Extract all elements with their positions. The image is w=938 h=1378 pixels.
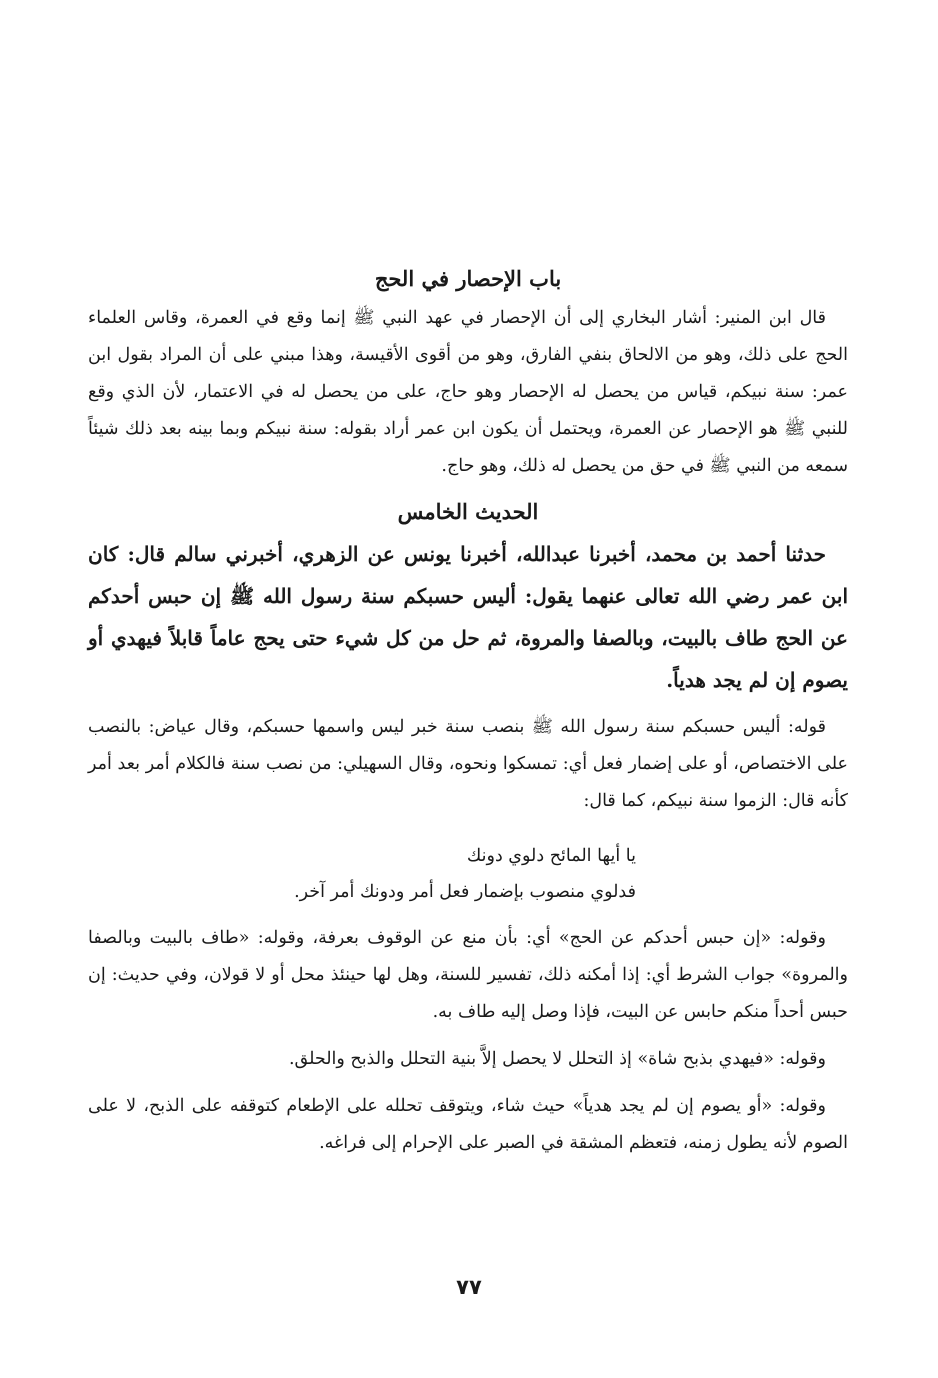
- chapter-title: باب الإحصار في الحج: [374, 266, 562, 291]
- hadith-text: حدثنا أحمد بن محمد، أخبرنا عبدالله، أخبرنا يونس عن الزهري، أخبرني سالم قال: كان ابن عمر رضي الله تعالى عنهما يقول: أليس حسبكم سنة رسول الله ﷺ إن حبس أحدكم عن الحج طاف بالبيت، وبالصفا والمروة، ثم حل من كل شيء حتى يحج عاماً قابلاً فيهدي أو يصوم إن لم يجد هدياً.: [88, 542, 848, 692]
- intro-paragraph: قال ابن المنير: أشار البخاري إلى أن الإحصار في عهد النبي ﷺ إنما وقع في العمرة، وقاس العلماء الحج على ذلك، وهو من الالحاق بنفي الفارق، وهو من أقوى الأقيسة، وهذا مبني على أن المراد بقول ابن عمر: سنة نبيكم، قياس من يحصل له الإحصار وهو حاج، على من يحصل له في الاعتمار، لأن الذي وقع للنبي ﷺ هو الإحصار عن العمرة، ويحتمل أن يكون ابن عمر أراد بقوله: سنة نبيكم وبما بينه بعد ذلك شيئاً سمعه من النبي ﷺ في حق من يحصل له ذلك، وهو حاج.: [88, 308, 848, 476]
- hadith-title: الحديث الخامس: [397, 499, 539, 524]
- commentary-4: وقوله: «أو يصوم إن لم يجد هدياً» حيث شاء، ويتوقف تحلله على الإطعام كتوقفه على الذبح، لا على الصوم لأنه يطول زمنه، فتعظم المشقة في الصبر على الإحرام إلى فراغه.: [88, 1096, 848, 1153]
- commentary-3: وقوله: «فيهدي بذبح شاة» إذ التحلل لا يحصل إلاَّ بنية التحلل والذبح والحلق.: [288, 1049, 826, 1069]
- spacer: [88, 910, 848, 920]
- page-body: [88, 262, 848, 1162]
- verse-line-1: يا أيها المائح دلوي دونك: [466, 846, 636, 866]
- spacer: [88, 820, 848, 838]
- commentary-1: قوله: أليس حسبكم سنة رسول الله ﷺ بنصب سنة خبر ليس واسمها حسبكم، وقال عياض: بالنصب على الاختصاص، أو على إضمار فعل أي: تمسكوا ونحوه، وقال السهيلي: من نصب سنة فالكلام أمر بعد أمر كأنه قال: الزموا سنة نبيكم، كما قال:: [88, 717, 848, 811]
- verse-line-2: فدلوي منصوب بإضمار فعل أمر ودونك أمر آخر.: [294, 882, 636, 902]
- spacer: [88, 485, 848, 495]
- spacer: [88, 1031, 848, 1041]
- commentary-2: وقوله: «إن حبس أحدكم عن الحج» أي: بأن منع عن الوقوف بعرفة، وقوله: «طاف بالبيت وبالصفا والمروة» جواب الشرط أي: إذا أمكنه ذلك، تفسير للسنة، وهل لها حينئذ محل أو لا قولان، وفي حديث: إن حبس أحداً منكم حابس عن البيت، فإذا وصل إليه طاف به.: [88, 928, 848, 1022]
- page-number: ٧٧: [456, 1275, 482, 1299]
- spacer: [88, 1078, 848, 1088]
